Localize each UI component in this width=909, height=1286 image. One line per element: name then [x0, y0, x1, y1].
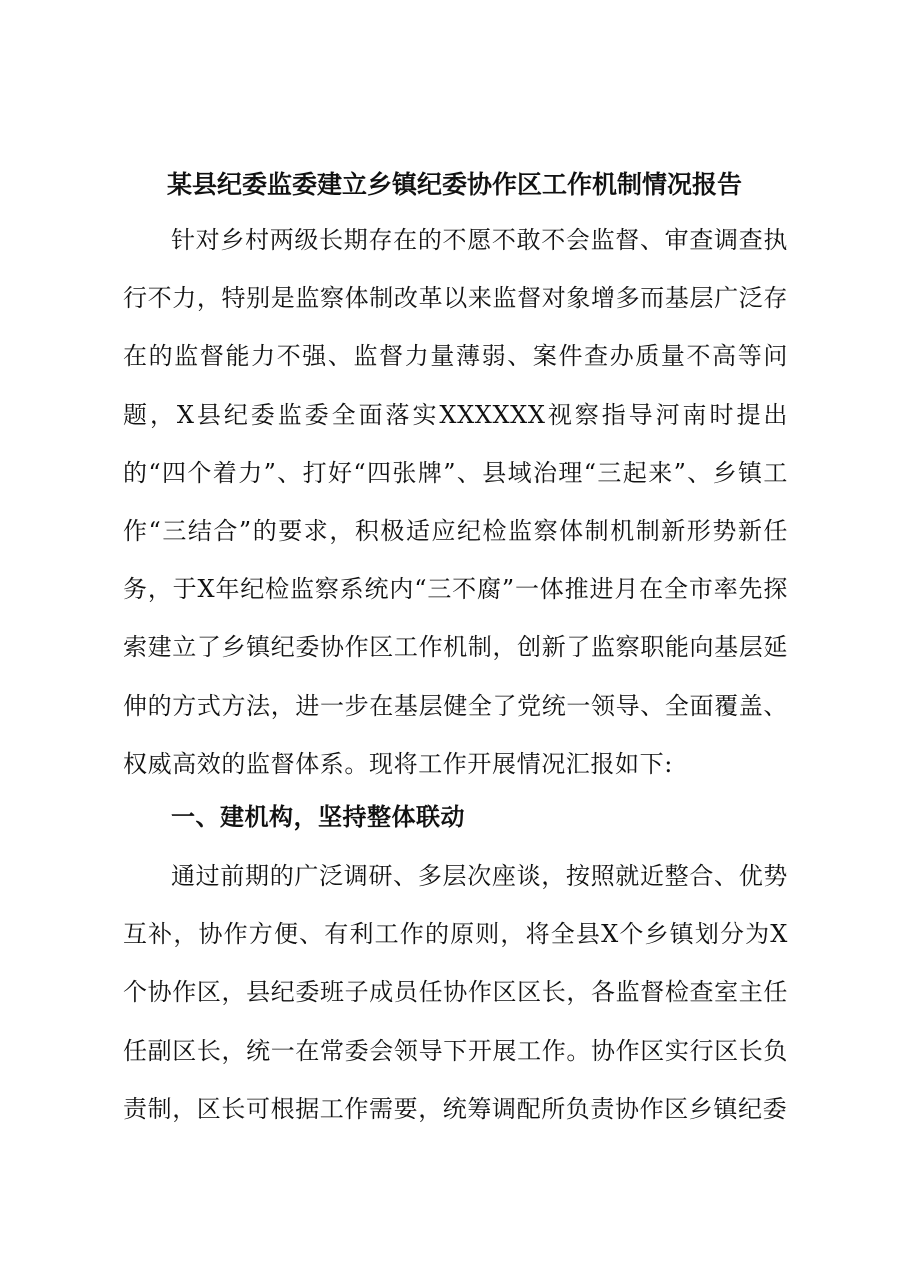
paragraph-section-1: 通过前期的广泛调研、多层次座谈，按照就近整合、优势互补，协作方便、有利工作的原则，将全县X个乡镇划分为X个协作区，县纪委班子成员任协作区区长，各监督检查室主任任副区长，统一在常委会领导下开展工作。协作区实行区长负责制，区长可根据工作需要，统筹调配所负责协作区乡镇纪委: [123, 862, 788, 1123]
paragraph-intro: 针对乡村两级长期存在的不愿不敢不会监督、审查调查执行不力，特别是监察体制改革以来监督对象增多而基层广泛存在的监督能力不强、监督力量薄弱、案件查办质量不高等问题，X县纪委监委全面落实XXXXXX视察指导河南时提出的“四个着力”、打好“四张牌”、县域治理“三起来”、乡镇工作“三结合”的要求，积极适应纪检监察体制机制新形势新任务，于X年纪检监察系统内“三不腐”一体推进月在全市率先探索建立了乡镇纪委协作区工作机制，创新了监察职能向基层延伸的方式方法，进一步在基层健全了党统一领导、全面覆盖、权威高效的监督体系。现将工作开展情况汇报如下:: [123, 226, 788, 778]
section-heading-1: 一、建机构，坚持整体联动: [171, 802, 465, 831]
document-title: 某县纪委监委建立乡镇纪委协作区工作机制情况报告: [166, 170, 742, 199]
